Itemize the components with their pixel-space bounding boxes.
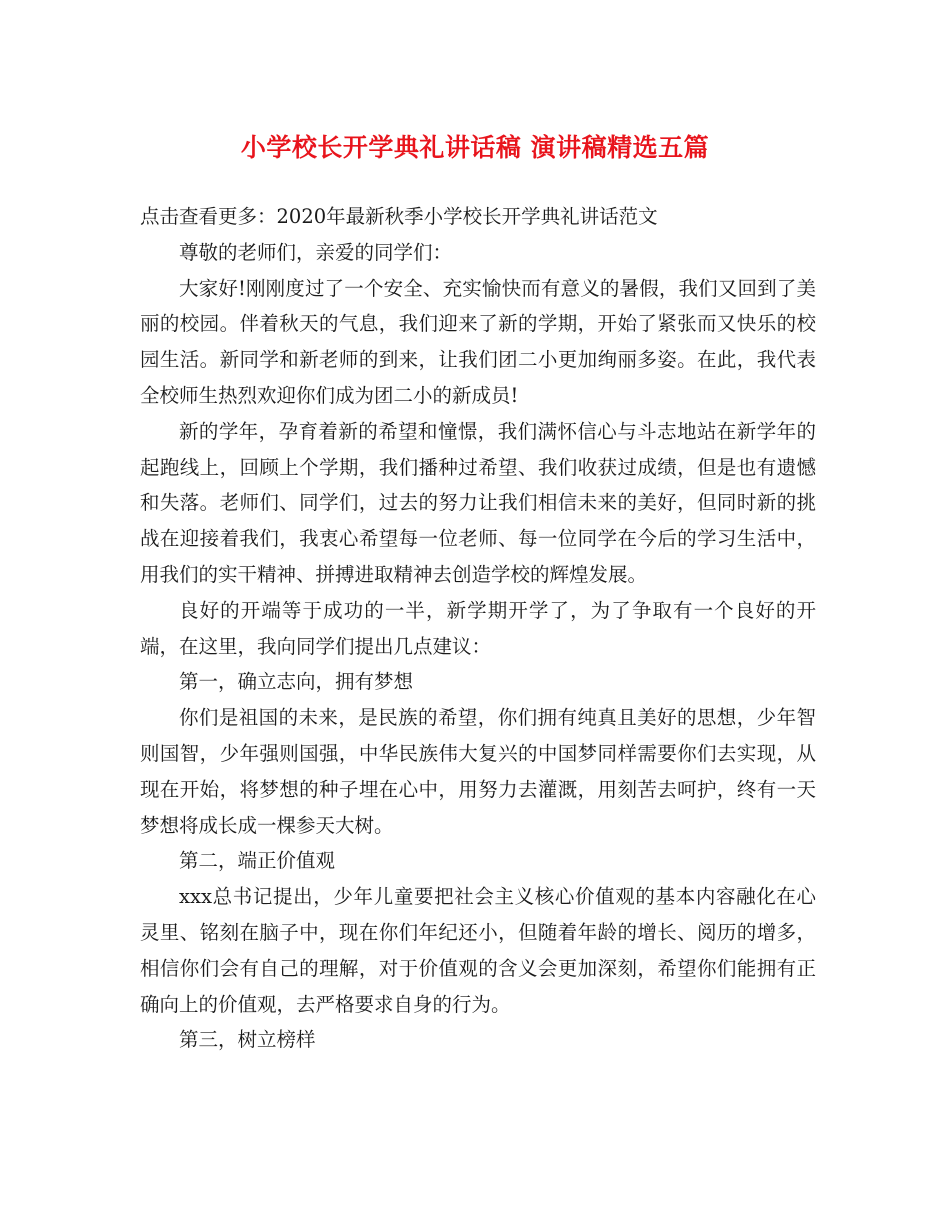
more-link-line[interactable]: 点击查看更多：2020年最新秋季小学校长开学典礼讲话范文: [140, 205, 658, 228]
paragraph-greeting: 大家好!刚刚度过了一个安全、充实愉快而有意义的暑假，我们又回到了美丽的校园。伴着秋天的气息，我们迎来了新的学期，开始了紧张而又快乐的校园生活。新同学和新老师的到来，让我们团二小更加绚丽多姿。在此，我代表全校师生热烈欢迎你们成为团二小的新成员!: [140, 276, 816, 407]
heading-point-one: 第一，确立志向，拥有梦想: [179, 670, 414, 694]
document-title: 小学校长开学典礼讲话稿 演讲稿精选五篇: [240, 133, 710, 162]
paragraph-point-one: 你们是祖国的未来，是民族的希望，你们拥有纯真且美好的思想，少年智则国智，少年强则国强，中华民族伟大复兴的中国梦同样需要你们去实现，从现在开始，将梦想的种子埋在心中，用努力去灌溉，用刻苦去呵护，终有一天梦想将成长成一棵参天大树。: [140, 706, 816, 837]
heading-point-two: 第二，端正价值观: [179, 849, 336, 873]
salutation: 尊敬的老师们，亲爱的同学们：: [179, 240, 453, 264]
paragraph-good-start: 良好的开端等于成功的一半，新学期开学了，为了争取有一个良好的开端，在这里，我向同学们提出几点建议：: [140, 598, 816, 658]
heading-point-three: 第三，树立榜样: [179, 1028, 316, 1052]
paragraph-point-two: xxx总书记提出，少年儿童要把社会主义核心价值观的基本内容融化在心灵里、铭刻在脑子中，现在你们年纪还小，但随着年龄的增长、阅历的增多，相信你们会有自己的理解，对于价值观的含义会更加深刻，希望你们能拥有正确向上的价值观，去严格要求自身的行为。: [140, 885, 816, 1016]
paragraph-new-year: 新的学年，孕育着新的希望和憧憬，我们满怀信心与斗志地站在新学年的起跑线上，回顾上个学期，我们播种过希望、我们收获过成绩，但是也有遗憾和失落。老师们、同学们，过去的努力让我们相信未来的美好，但同时新的挑战在迎接着我们，我衷心希望每一位老师、每一位同学在今后的学习生活中，用我们的实干精神、拼搏进取精神去创造学校的辉煌发展。: [140, 419, 816, 586]
document-body: [140, 199, 816, 1058]
